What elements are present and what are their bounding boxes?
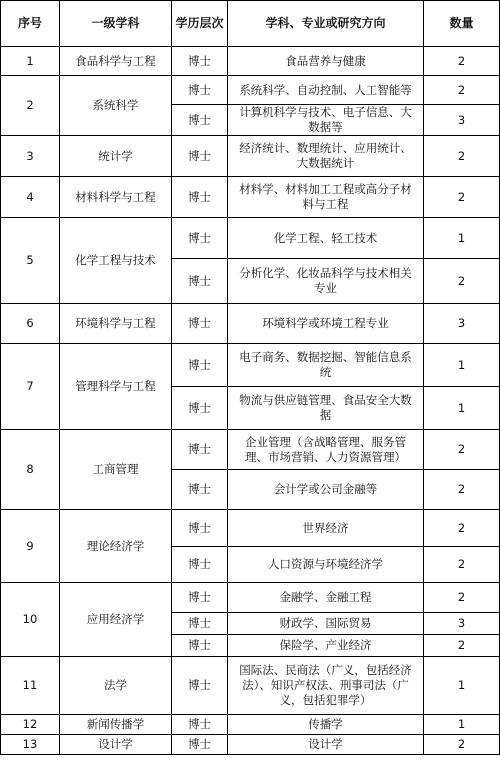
cell-level: 博士 [172, 47, 228, 76]
cell-major: 电子商务、数据挖掘、智能信息系统 [228, 344, 424, 387]
cell-count: 2 [424, 177, 500, 218]
cell-level: 博士 [172, 76, 228, 105]
table-row [1, 657, 500, 715]
header-no: 序号 [1, 1, 60, 47]
cell-count: 3 [424, 613, 500, 635]
cell-discipline: 系统科学 [60, 76, 172, 136]
table-row [1, 218, 500, 259]
table-body [1, 47, 500, 755]
cell-major: 财政学、国际贸易 [228, 613, 424, 635]
table-row [1, 715, 500, 735]
cell-count: 2 [424, 735, 500, 755]
cell-no: 6 [1, 304, 60, 344]
cell-major: 设计学 [228, 735, 424, 755]
cell-count: 2 [424, 510, 500, 547]
cell-major: 食品营养与健康 [228, 47, 424, 76]
cell-major: 传播学 [228, 715, 424, 735]
cell-level: 博士 [172, 715, 228, 735]
cell-count: 2 [424, 76, 500, 105]
cell-level: 博士 [172, 547, 228, 583]
cell-discipline: 管理科学与工程 [60, 344, 172, 430]
cell-major: 会计学或公司金融等 [228, 470, 424, 510]
cell-no: 8 [1, 430, 60, 510]
cell-discipline: 材料科学与工程 [60, 177, 172, 218]
cell-discipline: 统计学 [60, 136, 172, 177]
cell-count: 2 [424, 583, 500, 613]
cell-count: 3 [424, 105, 500, 136]
cell-major: 经济统计、数理统计、应用统计、大数据统计 [228, 136, 424, 177]
table-row [1, 47, 500, 76]
header-level: 学历层次 [172, 1, 228, 47]
cell-count: 1 [424, 218, 500, 259]
cell-no: 2 [1, 76, 60, 136]
cell-level: 博士 [172, 583, 228, 613]
cell-count: 1 [424, 715, 500, 735]
cell-discipline: 新闻传播学 [60, 715, 172, 735]
cell-level: 博士 [172, 304, 228, 344]
cell-no: 5 [1, 218, 60, 304]
table-row [1, 430, 500, 470]
table-row [1, 136, 500, 177]
cell-count: 2 [424, 47, 500, 76]
cell-major: 环境科学或环境工程专业 [228, 304, 424, 344]
table-header-row [1, 1, 500, 47]
cell-count: 2 [424, 470, 500, 510]
cell-major: 人口资源与环境经济学 [228, 547, 424, 583]
cell-level: 博士 [172, 635, 228, 657]
cell-level: 博士 [172, 218, 228, 259]
table-row [1, 344, 500, 387]
cell-no: 9 [1, 510, 60, 583]
header-count: 数量 [424, 1, 500, 47]
table-row [1, 583, 500, 613]
cell-count: 1 [424, 657, 500, 715]
cell-count: 2 [424, 259, 500, 304]
cell-level: 博士 [172, 136, 228, 177]
cell-level: 博士 [172, 177, 228, 218]
cell-count: 2 [424, 547, 500, 583]
cell-level: 博士 [172, 735, 228, 755]
cell-level: 博士 [172, 510, 228, 547]
cell-no: 13 [1, 735, 60, 755]
cell-count: 1 [424, 387, 500, 430]
cell-discipline: 设计学 [60, 735, 172, 755]
cell-discipline: 工商管理 [60, 430, 172, 510]
table-row [1, 510, 500, 547]
cell-level: 博士 [172, 387, 228, 430]
cell-no: 4 [1, 177, 60, 218]
table-row [1, 304, 500, 344]
cell-count: 2 [424, 635, 500, 657]
cell-major: 保险学、产业经济 [228, 635, 424, 657]
cell-major: 系统科学、自动控制、人工智能等 [228, 76, 424, 105]
header-discipline: 一级学科 [60, 1, 172, 47]
cell-level: 博士 [172, 613, 228, 635]
cell-level: 博士 [172, 470, 228, 510]
cell-discipline: 应用经济学 [60, 583, 172, 657]
cell-major: 化学工程、轻工技术 [228, 218, 424, 259]
cell-no: 12 [1, 715, 60, 735]
cell-level: 博士 [172, 259, 228, 304]
cell-major: 计算机科学与技术、电子信息、大数据等 [228, 105, 424, 136]
cell-no: 1 [1, 47, 60, 76]
table-row [1, 76, 500, 105]
cell-discipline: 食品科学与工程 [60, 47, 172, 76]
table-row [1, 177, 500, 218]
cell-major: 金融学、金融工程 [228, 583, 424, 613]
cell-discipline: 法学 [60, 657, 172, 715]
cell-discipline: 环境科学与工程 [60, 304, 172, 344]
cell-count: 2 [424, 430, 500, 470]
cell-count: 2 [424, 136, 500, 177]
cell-major: 国际法、民商法（广义，包括经济法）、知识产权法、刑事司法（广义，包括犯罪学） [228, 657, 424, 715]
header-major: 学科、专业或研究方向 [228, 1, 424, 47]
table-row [1, 735, 500, 755]
cell-no: 11 [1, 657, 60, 715]
cell-level: 博士 [172, 657, 228, 715]
cell-discipline: 理论经济学 [60, 510, 172, 583]
cell-no: 3 [1, 136, 60, 177]
cell-level: 博士 [172, 430, 228, 470]
cell-count: 1 [424, 344, 500, 387]
cell-major: 材料学、材料加工工程或高分子材料与工程 [228, 177, 424, 218]
cell-major: 世界经济 [228, 510, 424, 547]
cell-no: 7 [1, 344, 60, 430]
cell-major: 企业管理（含战略管理、服务管理、市场营销、人力资源管理） [228, 430, 424, 470]
cell-major: 分析化学、化妆品科学与技术相关专业 [228, 259, 424, 304]
cell-count: 3 [424, 304, 500, 344]
cell-discipline: 化学工程与技术 [60, 218, 172, 304]
cell-major: 物流与供应链管理、食品安全大数据 [228, 387, 424, 430]
cell-level: 博士 [172, 105, 228, 136]
cell-level: 博士 [172, 344, 228, 387]
cell-no: 10 [1, 583, 60, 657]
